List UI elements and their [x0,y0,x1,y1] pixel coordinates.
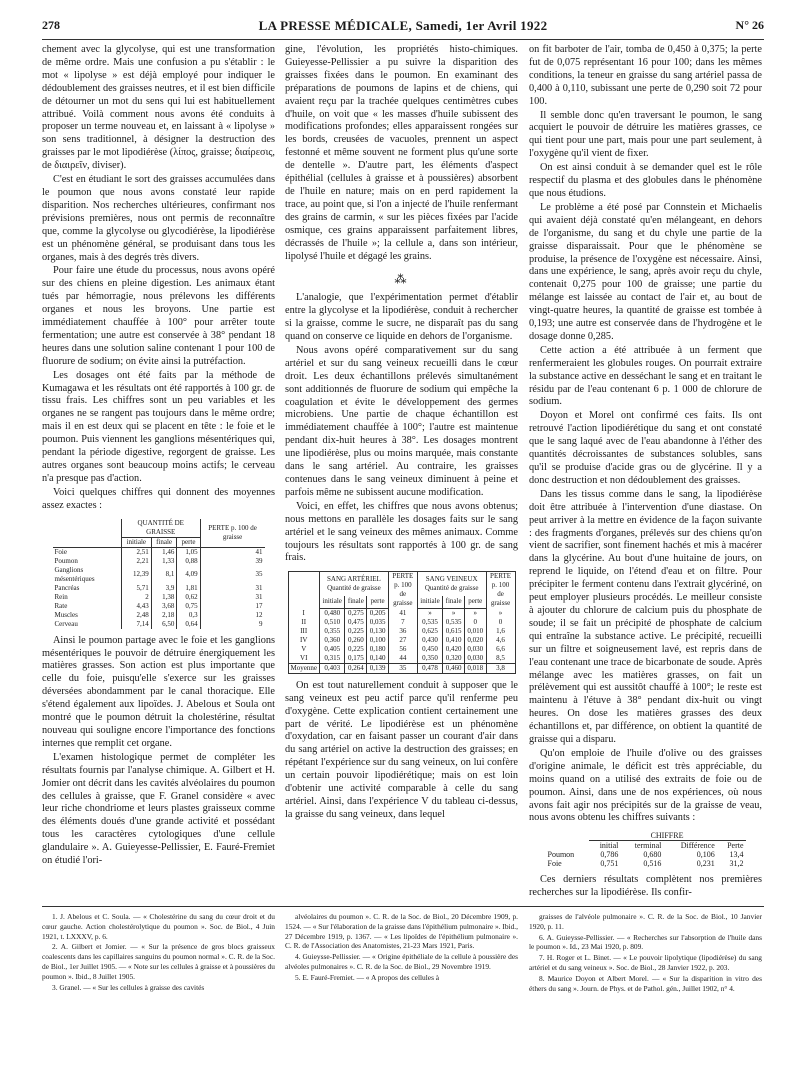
table-cell: 36 [388,627,417,636]
footnotes-col-3 [529,912,762,994]
table-cell: 0,100 [367,636,389,645]
table-cell: 0,478 [417,663,442,673]
table-cell: 1,46 [151,547,177,557]
table-cell: 35 [200,566,264,584]
table-col-header: initiale [417,596,442,608]
table-cell: 2,48 [121,611,151,620]
average-label: Moyenne [288,663,319,673]
table-col-header: Différence [680,841,715,851]
table-col-header: initial [599,841,619,851]
footnote: 4. Guieysse-Pellissier. — « Origine épithéliale de la cellule à poussière des alvéoles pulmonaires ». C. R. de la Soc. de Biol., 29 Novembre 1919. [285,952,518,971]
table-cell: 8,5 [486,654,515,664]
table-cell: 0,75 [177,602,200,611]
table-cell: 0,786 [600,850,619,860]
table-col-header: terminal [634,841,662,851]
table-cell: 0,460 [443,663,465,673]
table-cell: 6,50 [151,620,177,629]
footnotes-col-2 [285,912,518,984]
table-row [288,618,515,627]
table-cell: 2,21 [121,557,151,566]
table-cell: 2,18 [151,611,177,620]
table-cell: 0,516 [643,859,662,869]
table-cell: 9 [200,620,264,629]
organ-fat-table [53,519,265,629]
table-cell: 0,020 [464,636,486,645]
table-row [53,602,265,611]
table-cell: 31,2 [729,859,744,869]
experiment-number: IV [300,635,308,644]
footnote: 5. E. Fauré-Fremiet. — « A propos des cellules à [295,972,440,982]
table-cell: 31 [200,584,264,593]
paragraph: on fit barboter de l'air, tomba de 0,450 à 0,375; la perte fut de 0,075 représentant 16 pour 100; dans les mêmes conditions, la teneur en graisse du sang artériel passa de 0,400 à 0,110, subissant une perte de 0,290 soit 72 pour 100. [529,44,762,107]
table-col-header: perte [464,596,486,608]
table-row [53,547,265,557]
paragraph: L'examen histologique permet de compléter les résultats fournis par l'analyse chimique. A. Gilbert et H. Jomier ont décrit dans les cavités alvéolaires du poumon des cellules à graisse, que F. Granel considère « avec leur riche chondriome et leurs plastes graisseux comme des éléments doués d'une grande activité et possédant tous les caractères cytologiques d'une cellule glandulaire ». A. Guieyesse-Pellissier, E. Fauré-Fremiet on étudié l'ori- [42,751,275,867]
organ-name: Rein [54,592,68,601]
table-cell: 35 [388,663,417,673]
table-row [546,850,746,859]
footnote: 1. J. Abelous et C. Soula. — « Cholestérine du sang du cœur droit et du cœur gauche. Action cholestérolytique du poumon ». Soc. de Biol., 4 Juin 1921, t. LXXXV, p. 6. [42,912,275,941]
table-cell: 1,81 [177,584,200,593]
table-cell: » [443,608,465,618]
table-cell: 13,4 [729,850,744,860]
table-cell: 0,260 [345,636,367,645]
paragraph: On est tout naturellement conduit à supposer que le sang veineux est peu actif parce qu'il renferme peu d'oxygène. Cette explication contient certainement une part de vérité. Le lipodiérèse est un phénomène d'oxydation, car en faisant passer un courant d'air dans du sang artériel on active la destruction des graisses; en répétant l'expérience sur du sang veineux, on lui confère un certain pouvoir lipodiérétique; mais on est loin d'obtenir une activité comparable à celle du sang artériel. Ainsi, dans l'expérience V du tableau ci-dessus, la graisse du sang veineux, dans lequel [285,679,518,820]
table-cell: 0,035 [367,618,389,627]
experiment-number: III [300,626,308,635]
footnote: alvéolaires du poumon ». C. R. de la Soc. de Biol., 20 Décembre 1909, p. 1524. — « Sur l'élaboration de la graisse dans l'épithélium pulmonaire ». Ibid., 27 Décembre 1919, p. 1367. — « Les lipoïdes de l'épithélium pulmonaire ». C. R. de l'Association des Anatomistes, 21-23 Mars 1921, Paris. [285,912,518,951]
table-cell: 17 [200,602,264,611]
table-cell: 0,140 [367,654,389,664]
organ-name: Muscles [54,610,78,619]
table-pct-header: PERTE p. 100 de graisse [486,572,515,609]
table-cell: » [417,608,442,618]
table-cell: 0,615 [443,627,465,636]
table-cell: 0,030 [464,645,486,654]
experiment-number: I [302,608,305,617]
table-cell: 41 [388,608,417,618]
table-col-header: initiale [319,596,344,608]
table-cell: 31 [200,593,264,602]
table-col-header: finale [345,596,367,608]
paragraph: Les dosages ont été faits par la méthode de Kumagawa et les résultats ont été rapportés à 100 gr. de tissu frais. Les chiffres sont un peu variables et les organes ne se rangent pas toujours dans le même ordre; mais il en est deux qui se placent en tête : le foie et le poumon. Puis viennent les ganglions mésentériques qui, pendant la période digestive, regorgent de graisse. Les autres organes sont beaucoup moins actifs; le cerveau n'a presque pas d'action. [42,369,275,484]
organ-name: Foie [54,547,67,556]
table-cell: 0,88 [177,557,200,566]
paragraph: Qu'on emploie de l'huile d'olive ou des graisses d'origine animale, le déficit est très appréciable, du moins quand on a utilisé des extraits de foie ou de poumon. Ainsi, dans une de nos expériences, où nous avons fait agir nos précipités sur de la graisse de veau, nous avons obtenu les chiffres suivants : [529,747,762,824]
table-cell: 0,010 [464,627,486,636]
table-cell: 0 [464,618,486,627]
table-cell: 56 [388,645,417,654]
table-pct-header: PERTE p. 100 de graisse [200,519,264,548]
table-cell: 27 [388,636,417,645]
paragraph: L'analogie, que l'expérimentation permet d'établir entre la glycolyse et la lipodiérèse, conduit à rechercher si la graisse, comme le sucre, ne disparaît pas du sang quand on conserve ce liquide en dehors de l'organisme. [285,292,518,343]
table-cell: 0,360 [319,636,344,645]
page-header [42,18,764,38]
table-cell: 0,751 [600,859,619,869]
footnote: graisses de l'alvéole pulmonaire ». C. R. de la Soc. de Biol., 10 Janvier 1920, p. 11. [529,912,762,931]
paragraph: Nous avons opéré comparativement sur du sang artériel et sur du sang veineux recueilli dans le cœur droit. Les deux échantillons prélevés simultanément sont additionnés de fluorure de sodium qui empêche la coagulation et évite le développement des germes microbiens. Une partie de chaque échantillon est immédiatement chauffée à 100°; l'autre est maintenue pendant dix-huit heures à 38°. Les dosages montrent une lipodiérèse, plus ou moins marquée, mais constante dans le sang artériel. Au contraire, les graisses contenues dans le sang veineux diminuent à peine et parfois même ne subissent aucune modification. [285,344,518,498]
table-row [288,608,515,618]
table-group-header: SANG VEINEUX Quantité de graisse [417,572,486,596]
table-cell: 0 [486,618,515,627]
table-cell: 0,264 [345,663,367,673]
table-cell: 1,05 [177,547,200,557]
paragraph: Ainsi le poumon partage avec le foie et les ganglions mésentériques le pouvoir de détruire énergiquement les matières grasses. Son action est plus importante que celle du foie, puisqu'elle s'exerce sur les graisses déversées abondamment par le canal thoracique. Elle s'étend également aux lipoïdes. J. Abelous et Soula ont montré que le poumon détruit la cholestérine, résultat nouveau qui souligne encore l'importance des fonctions internes que remplit cet organe. [42,634,275,749]
table-cell: » [486,608,515,618]
table-cell: 0,450 [417,645,442,654]
table-cell: 12,39 [121,566,151,584]
table-cell: 0,130 [367,627,389,636]
table-cell: 0,535 [417,618,442,627]
table-row [53,620,265,629]
table-cell: 0,420 [443,645,465,654]
table-cell: 3,8 [486,663,515,673]
header-rule [42,39,764,40]
organ-name: Foie [547,859,562,869]
issue-number: N° 26 [735,18,764,32]
footnote: 3. Granel. — « Sur les cellules à graisse des cavités [52,982,205,992]
experiment-number: VI [300,653,308,662]
section-separator: ⁂ [394,272,409,287]
table-cell: 0,625 [417,627,442,636]
table-cell: 0,275 [345,608,367,618]
table-cell: » [464,608,486,618]
paragraph: Dans les tissus comme dans le sang, la lipodiérèse doit être attribuée à l'intervention d'une diastase. On peut arriver à la mettre en évidence de la façon suivante : des fragments d'organes, prélevés sur des chiens qu'on vient de sacrifier, sont finement hachés et mis à macérer dans la glycérine. Au bout d'une huitaine de jours, on reprend le liquide, on l'étend d'eau et on filtre. Pour précipiter le ferment contenu dans l'extrait glycériné, on peut employer plusieurs procédés. Le meilleur consiste à ajouter du chlorure de calcium puis du phosphate de soude; il se fait un précipité de phosphate de calcium qui entraîne la substance active. Le précipité, recueilli sur un filtre et soigneusement lavé, est repris dans de l'eau contenant une trace de bicarbonate de soude. Après mélange avec les matières grasses, on fait un prélèvement qui est aussitôt chauffé à 100°; le reste est maintenu à l'étuve à 38° pendant dix-huit ou vingt heures. On dose les matières grasses des deux échantillons et, par différence, on obtient la quantité de graisse qui a disparu. [529,488,762,746]
table-cell: 0,64 [177,620,200,629]
table-cell: 0,62 [177,593,200,602]
table-cell: 39 [200,557,264,566]
table-cell: 3,68 [151,602,177,611]
paragraph: Ces derniers résultats complètent nos premières recherches sur la lipodiérèse. Ils confir- [529,874,762,899]
table-cell: 1,33 [151,557,177,566]
experiment-number: II [301,617,307,626]
footnotes-col-1 [42,912,275,993]
table-cell: 3,9 [151,584,177,593]
journal-title: LA PRESSE MÉDICALE, Samedi, 1er Avril 1922 [258,18,548,33]
table-row [288,645,515,654]
table-cell: 0,403 [319,663,344,673]
table-cell: 0,315 [319,654,344,664]
table-cell: 0,510 [319,618,344,627]
blood-fat-table [288,571,516,674]
organ-name: Poumon [547,850,575,860]
table-cell: 12 [200,611,264,620]
table-col-header: finale [443,596,465,608]
table-cell: 0,480 [319,608,344,618]
table-cell: 0,350 [417,654,442,664]
table-cell: 6,6 [486,645,515,654]
table-group-header: SANG ARTÉRIEL Quantité de graisse [319,572,388,596]
table-group-header: CHIFFRE [589,831,746,841]
table-row [53,611,265,620]
table-cell: 0,355 [319,627,344,636]
organ-name: Pancréas [54,583,80,592]
table-cell: 4,43 [121,602,151,611]
table-average-row [288,663,515,673]
table-cell: 4,09 [177,566,200,584]
column-3 [529,44,762,899]
table-col-header: perte [367,596,389,608]
paragraph: Le problème a été posé par Connstein et Michaelis qui avaient déjà constaté qu'en mélangeant, en dehors de l'organisme, du sang et du chyle une partie de la graisse disparaissait. Pour que le phénomène se produise, la présence de l'oxygène est nécessaire. Ainsi, dans une expérience, le sang, après avoir reçu du chyle, contenait 0,275 pour 100 de graisse; une partie du mélange est laissée au contact de l'air et, au bout de vingt-quatre heures, la quantité de graisse est tombée à 0,193; une autre est conservée dans de l'hydrogène et le dosage donne 0,285. [529,201,762,342]
table-col-header: initiale [121,537,151,547]
table-col-header: finale [151,537,177,547]
table-cell: 0,225 [345,627,367,636]
table-cell: 0,405 [319,645,344,654]
experiment-number: V [301,644,307,653]
table-cell: 0,475 [345,618,367,627]
table-cell: 0,410 [443,636,465,645]
footnote: 8. Maurice Doyon et Albert Morel. — « Sur la disparition in vitro des éthers du sang ». Journ. de Phys. et de Pathol. gén., Juillet 1902, n° 4. [529,973,762,993]
table-cell: 0,139 [367,663,389,673]
footnote: 6. A. Guieysse-Pellissier. — « Recherches sur l'absorption de l'huile dans le poumon ». Id., 23 Mai 1920, p. 809. [529,932,762,952]
table-cell: 2 [121,593,151,602]
paragraph: Voici, en effet, les chiffres que nous avons obtenus; nous mettons en parallèle les dosages faits sur le sang artériel et le sang veineux des mêmes animaux. Comme toujours les résultats sont rapportés à 100 gr. de sang frais. [285,500,518,564]
table-cell: 1,38 [151,593,177,602]
table-row [53,566,265,584]
paragraph: Il semble donc qu'en traversant le poumon, le sang acquiert le pouvoir de détruire les matières grasses, ce qui tient pour une part, mais pour une part seulement, à l'oxygène qu'il vient de fixer. [529,109,762,160]
table-cell: 0,175 [345,654,367,664]
table-cell: 0,231 [696,859,715,869]
table-cell: 0,180 [367,645,389,654]
paragraph: On est ainsi conduit à se demander quel est le rôle respectif du plasma et des globules dans le phénomène que nous étudions. [529,162,762,199]
organ-name: Poumon [54,556,78,565]
table-cell: 8,1 [151,566,177,584]
table-col-header: Perte [727,841,744,851]
table-cell: 7 [388,618,417,627]
table-cell: 4,6 [486,636,515,645]
table-cell: 1,6 [486,627,515,636]
paragraph: C'est en étudiant le sort des graisses accumulées dans le poumon que nous avons constaté leur rapide disparition. Nos recherches ultérieures, confirmant nos prévisions premières, nous ont permis de reconnaître que, comme la glycolyse ou glycodiérèse, la lipodiérèse est un phénomène général, se produisant dans tous les organes, mais à des degrés très divers. [42,174,275,263]
column-2 [285,44,518,844]
paragraph: Doyon et Morel ont confirmé ces faits. Ils ont retrouvé l'action lipodiérétique du sang et ont constaté que le sang laqué avec de l'eau abandonne à l'éther des quantités décroissantes de substances solubles, sans qu'il se produise d'acide gras ou de glycérine. Il y a donc destruction et non dédoublement des graisses. [529,410,762,486]
paragraph: Cette action a été attribuée à un ferment que renfermeraient les globules rouges. On pourrait extraire la substance active en desséchant le sang et en traitant le résidu par de l'eau contenant 6 p. 1 000 de chlorure de sodium. [529,344,762,408]
table-group-header: QUANTITÉ DE GRAISSE [121,519,200,538]
table-row [288,636,515,645]
table-cell: 0,018 [464,663,486,673]
table-cell: 2,51 [121,547,151,557]
page-number: 278 [42,18,60,32]
organ-name: Ganglions mésentériques [54,565,95,583]
table-row [53,557,265,566]
table-cell: 0,205 [367,608,389,618]
table-cell: 0,430 [417,636,442,645]
table-cell: 0,106 [696,850,715,860]
table-cell: 0,680 [643,850,662,860]
table-cell: 0,3 [177,611,200,620]
table-row [53,593,265,602]
table-cell: 0,030 [464,654,486,664]
table-cell: 0,320 [443,654,465,664]
footnote: 2. A. Gilbert et Jomier. — « Sur la présence de gros blocs graisseux coalescents dans les capillaires sanguins du poumon normal ». C. R. de la Soc. de Biol., 1er Juillet 1905. — « Note sur les cellules à graisse et à poussières du poumon ». Ibid., 8 Juillet 1905. [42,942,275,981]
table-cell: 5,71 [121,584,151,593]
paragraph: Pour faire une étude du processus, nous avons opéré sur des chiens en pleine digestion. Les animaux étant tués par hémorragie, nous prélevons les différents organes et nous les broyons. Une partie est immédiatement chauffée à 100° pour arrêter toute fermentation; une autre est conservée à 38° pendant 18 heures dans une solution saline contenant 1 pour 100 de fluorure de sodium; on évite ainsi la putréfaction. [42,265,275,367]
paragraph: gine, l'évolution, les propriétés histo-chimiques. Guieyesse-Pellissier a pu suivre la disparition des graisses fixées dans le poumon. En examinant des préparations de poumons de lapins et de chiens, qui avaient reçu par la trachée quelques centimètres cubes d'huile, on voit que « les masses d'huile subissent des modifications profondes; elles apparaissent rongées sur les bords, creusées de vacuoles, prennent un aspect festonné et même souvent ne forment plus qu'une sorte de dentelle ». D'autre part, les éléments d'aspect épithélial (cellules à graisse et à poussières) absorbent de l'huile en nature; mais on en perd rapidement la trace, au point que, si l'on a injecté de l'huile renfermant des grains de carmin, « sur les pièces fixées par l'acide osmique, ces grains apparaissent parfaitement libres, décrassés de l'huile »; la cellule a, dans son intérieur, lipolysé l'huile et dégagé les grains. [285,44,518,262]
table-pct-header: PERTE p. 100 de graisse [388,572,417,609]
column-1 [42,44,275,867]
footnote-rule [42,906,764,907]
extract-table [546,831,746,868]
table-row [288,654,515,664]
table-cell: 7,14 [121,620,151,629]
footnote: 7. H. Roger et L. Binet. — « Le pouvoir lipolytique (lipodiérèse) du sang artériel et du sang veineux ». Soc. de Biol., 28 Janvier 1922, p. 203. [529,953,762,972]
organ-name: Cerveau [54,619,78,628]
table-cell: 0,225 [345,645,367,654]
paragraph: Voici quelques chiffres qui donnent des moyennes assez exactes : [42,486,275,511]
table-row [288,627,515,636]
table-col-header: perte [177,537,200,547]
table-cell: 0,535 [443,618,465,627]
table-row [546,859,746,868]
table-row [53,584,265,593]
table-cell: 41 [200,547,264,557]
table-cell: 44 [388,654,417,664]
paragraph: chement avec la glycolyse, qui est une transformation de même ordre. Mais une confusion a pu s'établir : le mot « lipolyse » est déjà employé pour indiquer le dédoublement des graisses neutres, et il est bien difficile de détourner un mot du sens qui lui est habituellement attribué. Voilà comment nous avons été conduits à proposer un terme nouveau et, en laissant à « lipolyse » son sens traditionnel, à désigner la destruction des graisses par le mot lipodiérèse (λίπος, graisse; διαίρεσις, de διαιρεῖν, diviser). [42,44,275,172]
organ-name: Rate [54,601,68,610]
